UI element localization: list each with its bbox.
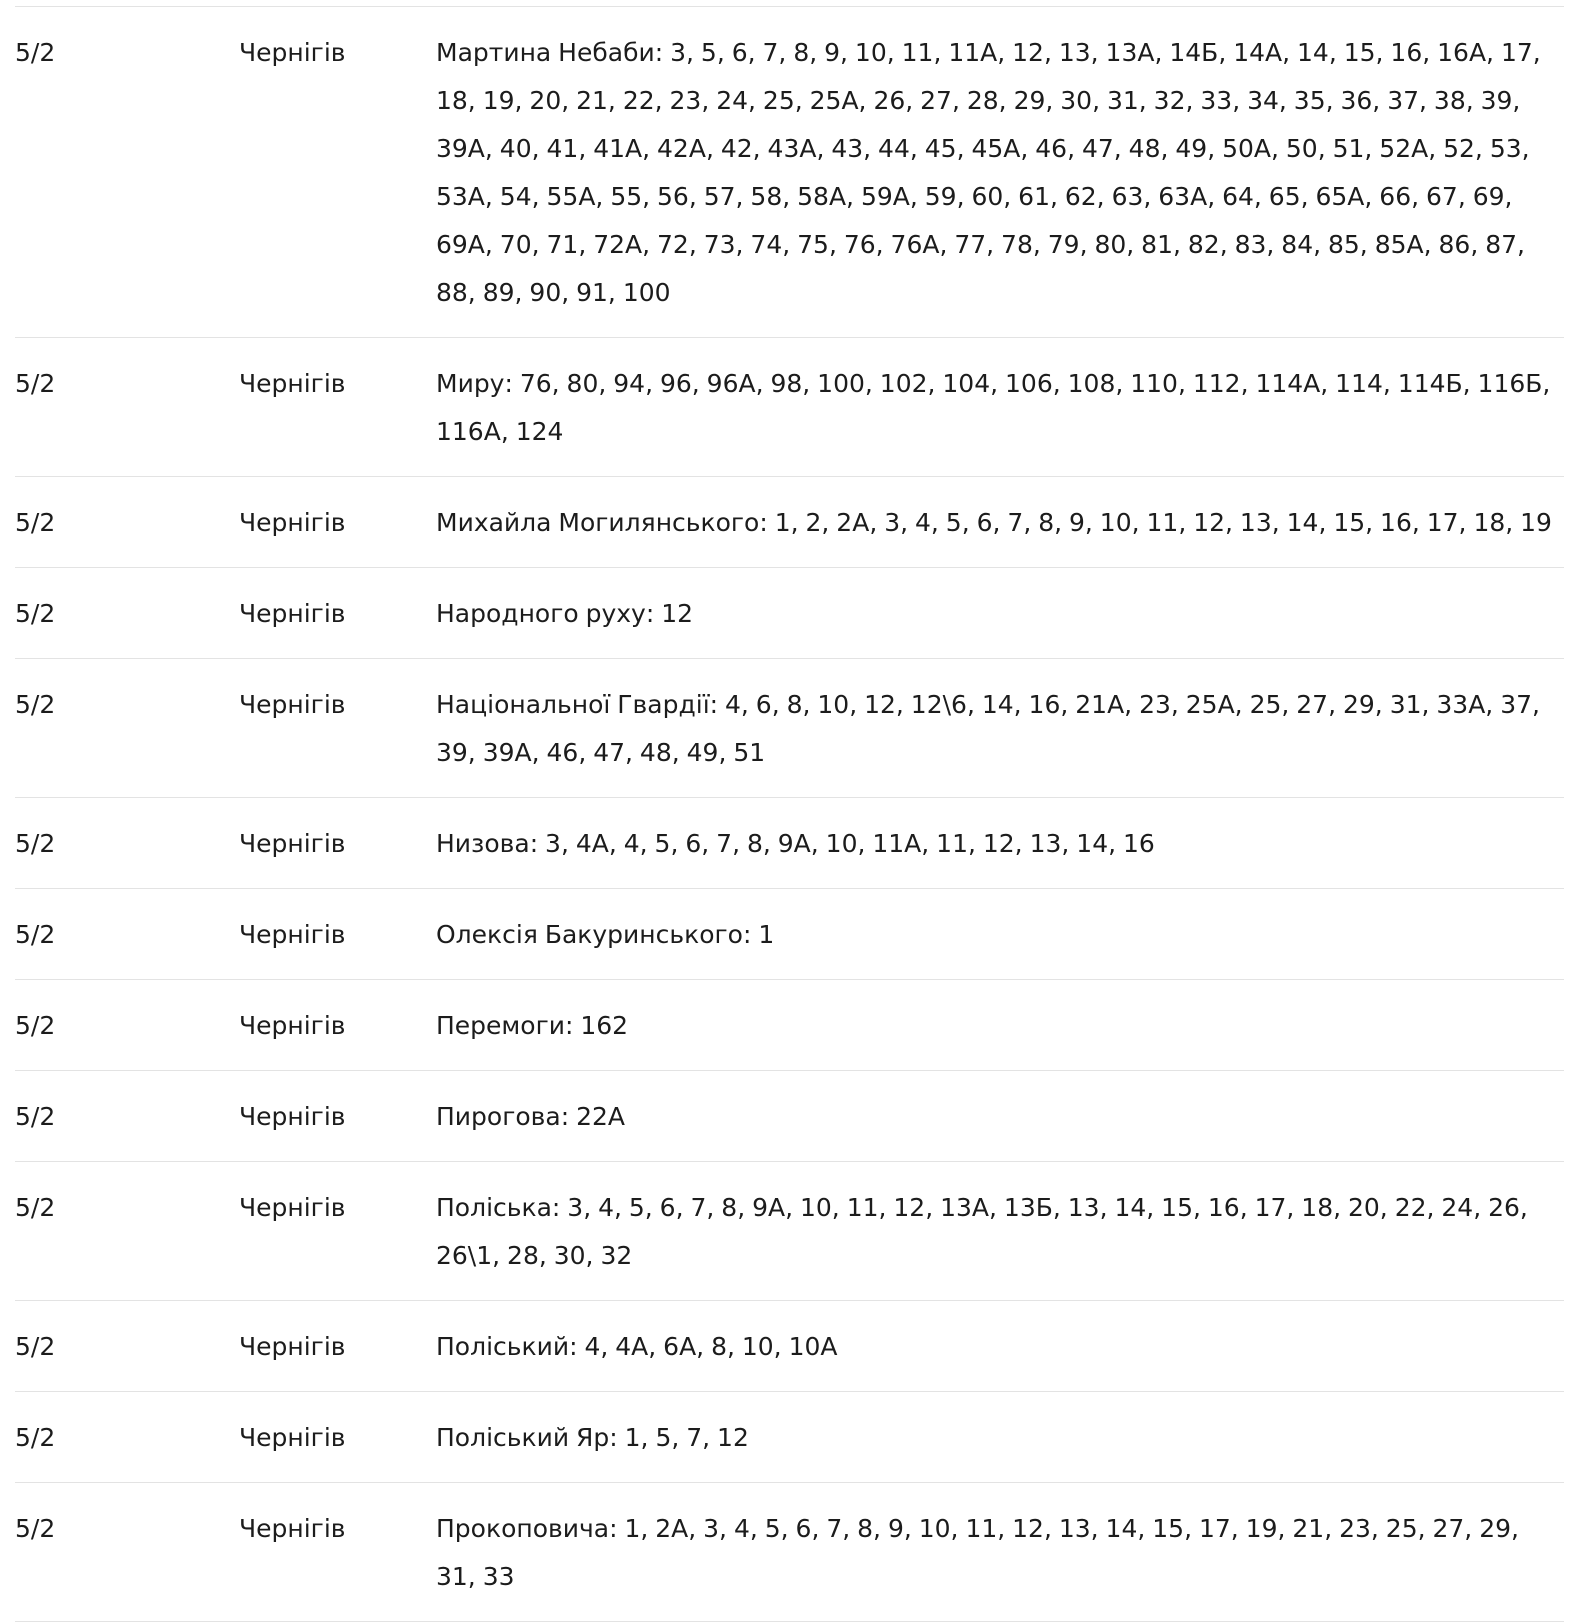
city-cell: Чернігів (239, 599, 346, 628)
queue-cell: 5/2 (15, 599, 56, 628)
city-cell: Чернігів (239, 1423, 346, 1452)
queue-cell: 5/2 (15, 38, 56, 67)
city-cell: Чернігів (239, 829, 346, 858)
queue-cell: 5/2 (15, 1102, 56, 1131)
queue-cell: 5/2 (15, 1514, 56, 1543)
table-row (15, 889, 1564, 980)
queue-cell: 5/2 (15, 920, 56, 949)
city-cell: Чернігів (239, 1332, 346, 1361)
queue-cell: 5/2 (15, 508, 56, 537)
city-cell: Чернігів (239, 508, 346, 537)
city-cell: Чернігів (239, 1102, 346, 1131)
address-cell: Національної Гвардії: 4, 6, 8, 10, 12, 12\6, 14, 16, 21А, 23, 25А, 25, 27, 29, 31, 33А, 37, 39, 39А, 46, 47, 48, 49, 51 (436, 690, 1540, 767)
table-row (15, 1071, 1564, 1162)
queue-cell: 5/2 (15, 829, 56, 858)
address-cell: Миру: 76, 80, 94, 96, 96А, 98, 100, 102, 104, 106, 108, 110, 112, 114А, 114, 114Б, 116Б, 116А, 124 (436, 369, 1551, 446)
queue-cell: 5/2 (15, 690, 56, 719)
table-row (15, 1483, 1564, 1622)
address-cell: Михайла Могилянського: 1, 2, 2А, 3, 4, 5, 6, 7, 8, 9, 10, 11, 12, 13, 14, 15, 16, 17, 18, 19 (436, 508, 1552, 537)
city-cell: Чернігів (239, 1011, 346, 1040)
city-cell: Чернігів (239, 1193, 346, 1222)
city-cell: Чернігів (239, 690, 346, 719)
queue-cell: 5/2 (15, 369, 56, 398)
queue-cell: 5/2 (15, 1332, 56, 1361)
table-row (15, 338, 1564, 477)
table-row (15, 477, 1564, 568)
table-row (15, 7, 1564, 338)
queue-cell: 5/2 (15, 1193, 56, 1222)
table-row (15, 1162, 1564, 1301)
table-row (15, 1392, 1564, 1483)
table-row (15, 659, 1564, 798)
address-cell: Поліський: 4, 4А, 6А, 8, 10, 10А (436, 1332, 838, 1361)
address-cell: Пирогова: 22А (436, 1102, 625, 1131)
city-cell: Чернігів (239, 38, 346, 67)
address-cell: Прокоповича: 1, 2А, 3, 4, 5, 6, 7, 8, 9, 10, 11, 12, 13, 14, 15, 17, 19, 21, 23, 25, 27, 29, 31, 33 (436, 1514, 1519, 1591)
address-cell: Мартина Небаби: 3, 5, 6, 7, 8, 9, 10, 11, 11А, 12, 13, 13А, 14Б, 14А, 14, 15, 16, 16А, 17, 18, 19, 20, 21, 22, 23, 24, 25, 25А, 26, 27, 28, 29, 30, 31, 32, 33, 34, 35, 36, 37, 38, 39, 39А, 40, 41, 41А, 42А, 42, 43А, 43, 44, 45, 45А, 46, 47, 48, 49, 50А, 50, 51, 52А, 52, 53, 53А, 54, 55А, 55, 56, 57, 58, 58А, 59А, 59, 60, 61, 62, 63, 63А, 64, 65, 65А, 66, 67, 69, 69А, 70, 71, 72А, 72, 73, 74, 75, 76, 76А, 77, 78, 79, 80, 81, 82, 83, 84, 85, 85А, 86, 87, 88, 89, 90, 91, 100 (436, 38, 1541, 307)
queue-cell: 5/2 (15, 1423, 56, 1452)
table-row (15, 798, 1564, 889)
address-cell: Олексія Бакуринського: 1 (436, 920, 775, 949)
city-cell: Чернігів (239, 920, 346, 949)
address-cell: Поліська: 3, 4, 5, 6, 7, 8, 9А, 10, 11, 12, 13А, 13Б, 13, 14, 15, 16, 17, 18, 20, 22, 24, 26, 26\1, 28, 30, 32 (436, 1193, 1528, 1270)
address-cell: Народного руху: 12 (436, 599, 694, 628)
table-row (15, 568, 1564, 659)
address-cell: Поліський Яр: 1, 5, 7, 12 (436, 1423, 749, 1452)
queue-cell: 5/2 (15, 1011, 56, 1040)
city-cell: Чернігів (239, 1514, 346, 1543)
table-row (15, 1301, 1564, 1392)
city-cell: Чернігів (239, 369, 346, 398)
address-cell: Перемоги: 162 (436, 1011, 629, 1040)
outage-schedule-table (15, 6, 1564, 1622)
table-row (15, 980, 1564, 1071)
address-cell: Низова: 3, 4А, 4, 5, 6, 7, 8, 9А, 10, 11А, 11, 12, 13, 14, 16 (436, 829, 1155, 858)
